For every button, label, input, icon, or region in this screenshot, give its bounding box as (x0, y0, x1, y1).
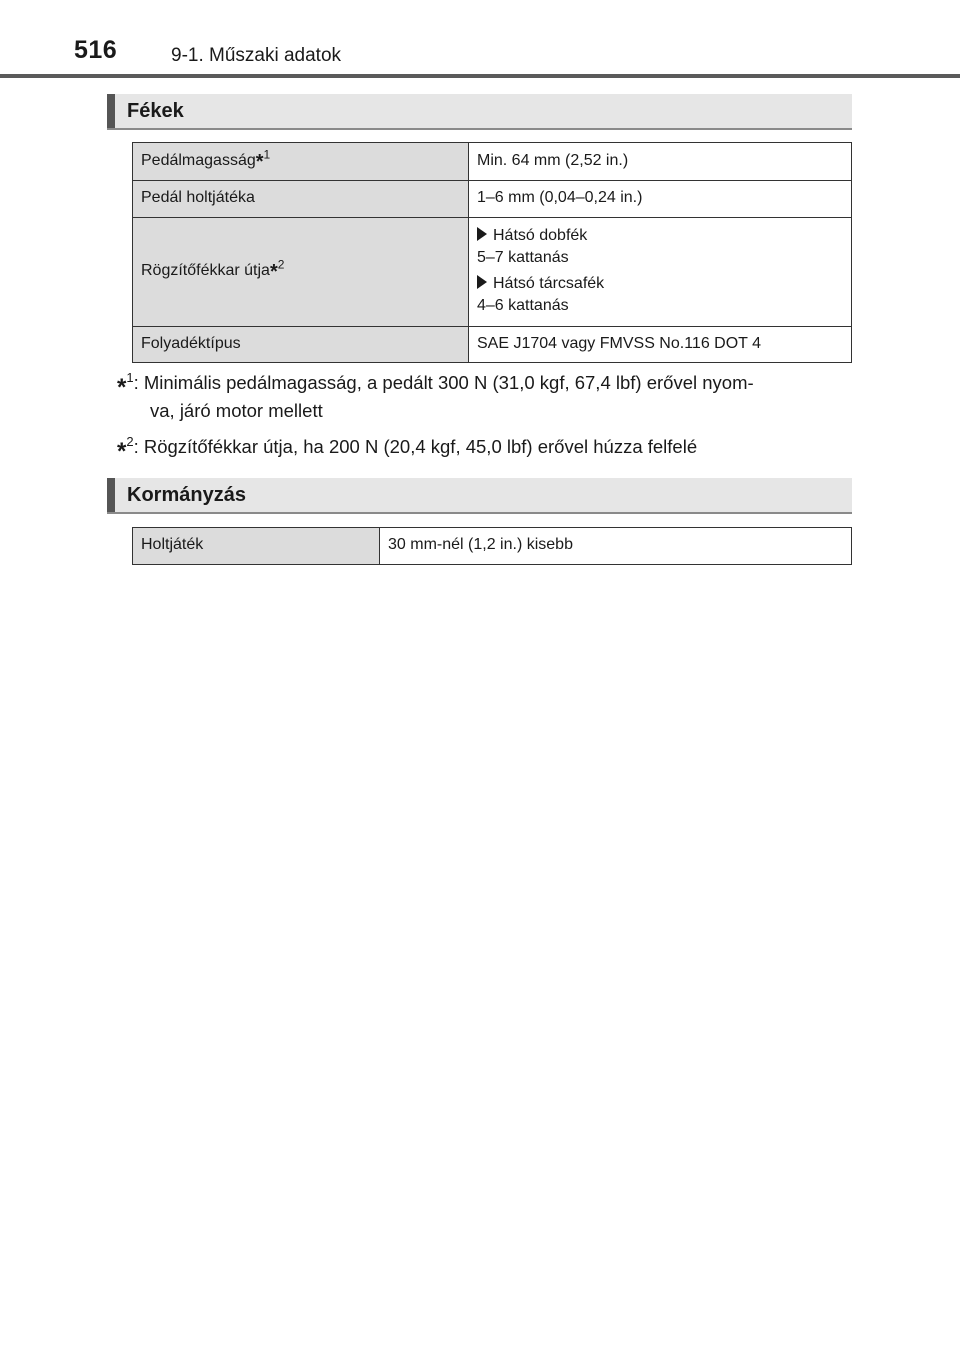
steering-spec-table (132, 527, 852, 565)
footnote-1 (117, 368, 857, 425)
footnote-star: * (269, 261, 278, 283)
spec-value: 1–6 mm (0,04–0,24 in.) (477, 189, 643, 206)
list-item (477, 273, 843, 295)
brake-type-value: 5–7 kattanás (477, 249, 569, 266)
chapter-title: 9-1. Műszaki adatok (171, 45, 342, 66)
header-divider (0, 74, 960, 78)
footnote-star: * (255, 150, 264, 173)
spec-label: Holtjáték (141, 536, 204, 553)
spec-value-cell (469, 327, 852, 363)
footnote-ref: 2 (277, 257, 285, 272)
spec-value-cell (469, 218, 852, 327)
section-title: Fékek (127, 100, 184, 122)
footnote-star: * (117, 438, 127, 465)
spec-label-cell (133, 528, 380, 565)
spec-label-cell (133, 143, 469, 181)
spec-value-cell (469, 143, 852, 181)
footnote-text: : Rögzítőfékkar útja, ha 200 N (20,4 kgf, 45,0 lbf) erővel húzza felfelé (133, 436, 698, 457)
spec-label-cell (133, 327, 469, 363)
spec-label: Folyadéktípus (141, 334, 241, 352)
footnote-ref: 1 (263, 147, 271, 162)
footnote-text-continued: va, járó motor mellett (150, 400, 323, 421)
spec-value: SAE J1704 vagy FMVSS No.116 DOT 4 (477, 334, 761, 352)
section-accent (107, 478, 115, 512)
spec-value-cell (469, 181, 852, 218)
spec-value-cell (380, 528, 852, 565)
spec-label-cell (133, 218, 469, 327)
list-item (477, 225, 843, 247)
brake-type-value: 4–6 kattanás (477, 297, 569, 314)
table-row (133, 327, 852, 363)
spec-label: Rögzítőfékkar útja (141, 262, 270, 279)
footnote-star: * (117, 374, 127, 401)
table-row (133, 218, 852, 327)
footnote-number: 2 (126, 433, 134, 449)
section-heading-fekek (107, 94, 852, 130)
brakes-spec-table (132, 142, 852, 363)
spec-value: 30 mm-nél (1,2 in.) kisebb (388, 536, 573, 553)
brake-type: Hátsó dobfék (493, 227, 588, 244)
footnote-text: : Minimális pedálmagasság, a pedált 300 N (31,0 kgf, 67,4 lbf) erővel nyom- (133, 372, 754, 393)
triangle-right-icon (477, 275, 487, 289)
spec-value: Min. 64 mm (2,52 in.) (477, 151, 629, 169)
footnote-number: 1 (126, 369, 134, 385)
brake-type: Hátsó tárcsafék (493, 275, 605, 292)
spec-label: Pedálmagasság (141, 151, 256, 169)
table-row (133, 143, 852, 181)
triangle-right-icon (477, 227, 487, 241)
section-heading-kormanyzas (107, 478, 852, 514)
footnote-2 (117, 432, 857, 465)
spec-label-cell (133, 181, 469, 218)
section-title: Kormányzás (127, 484, 246, 506)
table-row (133, 181, 852, 218)
page-number: 516 (74, 36, 118, 64)
page-header (0, 0, 960, 80)
table-row (133, 528, 852, 565)
spec-label: Pedál holtjátéka (141, 189, 255, 206)
section-accent (107, 94, 115, 128)
